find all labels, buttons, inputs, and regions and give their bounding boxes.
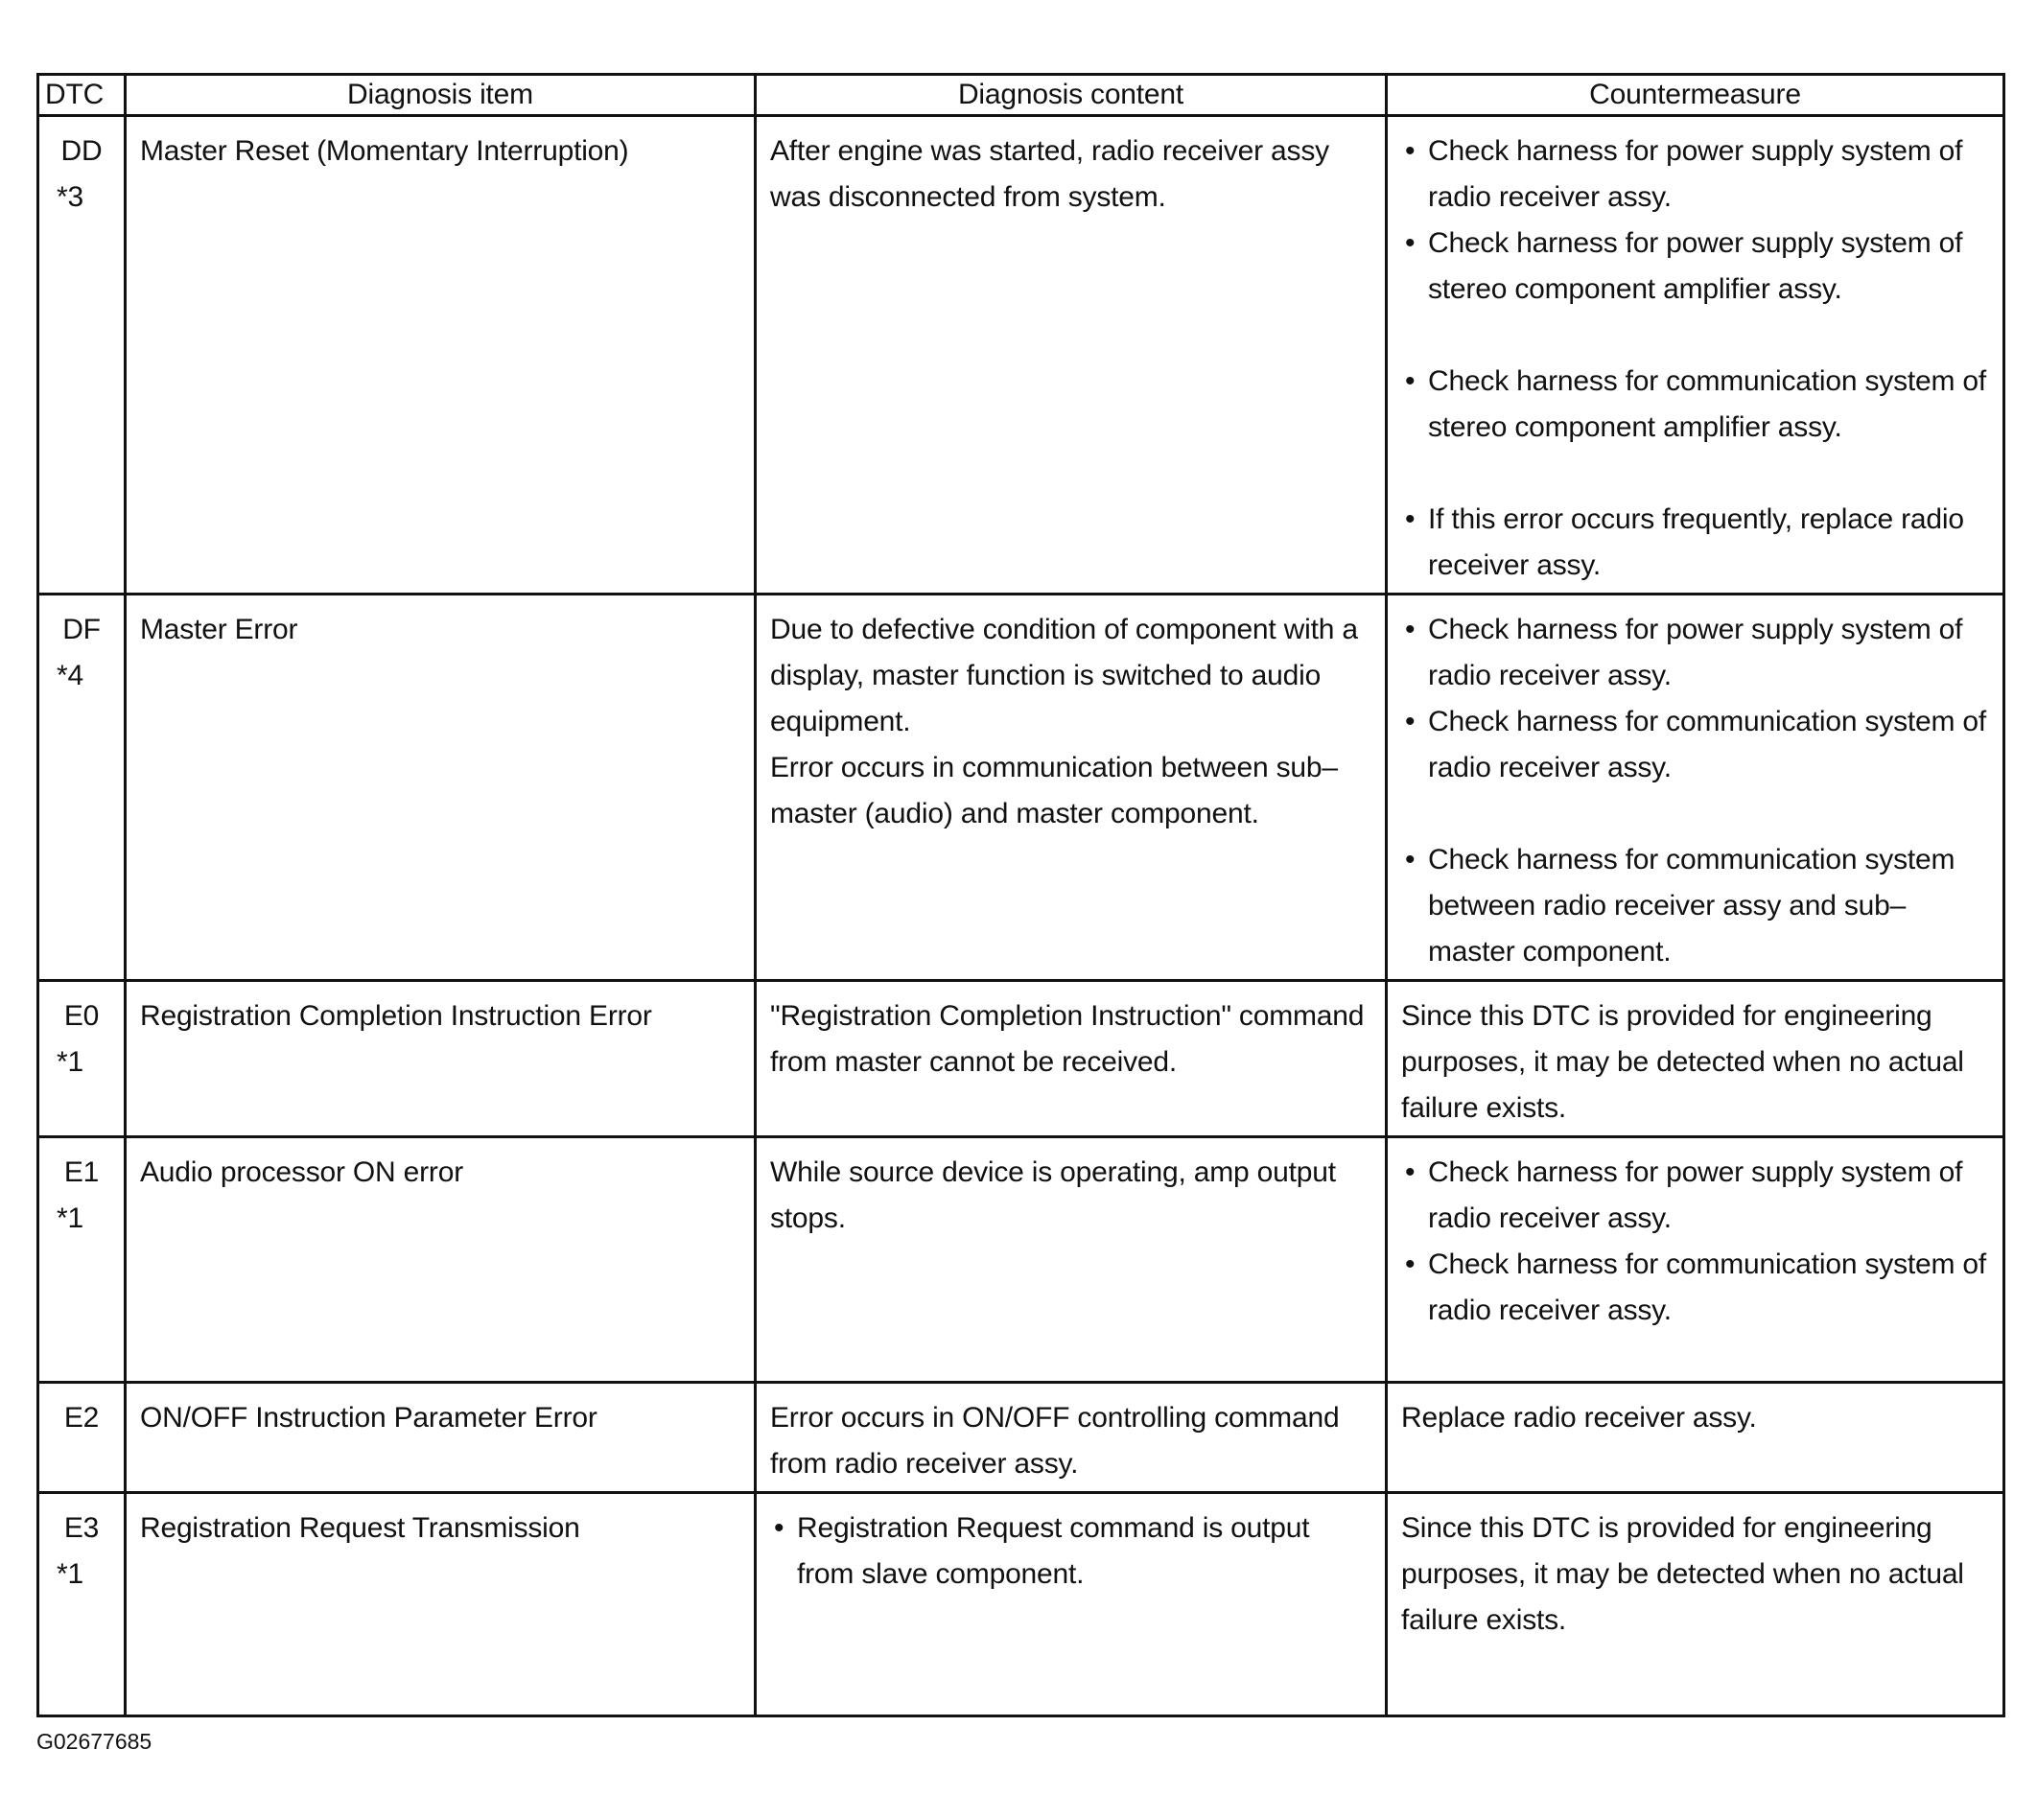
dtc-note: *1 (57, 1202, 83, 1234)
countermeasure-list (1401, 128, 1989, 589)
countermeasure-item: • Check harness for power supply system of radio receiver assy. (1401, 607, 1989, 699)
dtc-note: *1 (57, 1558, 83, 1590)
content-line: Due to defective condition of component with a display, master function is switched to audio equipment. (770, 614, 1358, 737)
dtc-code: E3 (63, 1512, 100, 1544)
dtc-code: E0 (63, 1000, 100, 1032)
countermeasure-item: • Check harness for communication system of radio receiver assy. (1401, 1242, 1989, 1334)
diagnosis-content (756, 1383, 1387, 1493)
dtc-code: DF (62, 614, 101, 645)
content-line: After engine was started, radio receiver assy was disconnected from system. (770, 135, 1329, 213)
dtc-cell (38, 116, 126, 595)
countermeasure: Replace radio receiver assy. (1387, 1383, 2004, 1493)
dtc-cell (38, 595, 126, 981)
dtc-note: *3 (57, 181, 83, 213)
countermeasure-item: • Check harness for communication system of radio receiver assy. (1401, 699, 1989, 791)
dtc-code: E2 (63, 1402, 100, 1434)
countermeasure (1387, 1137, 2004, 1383)
diagnosis-item: ON/OFF Instruction Parameter Error (126, 1383, 756, 1493)
countermeasure-list (1401, 1150, 1989, 1334)
diagnosis-content (756, 1137, 1387, 1383)
header-diagnosis-item: Diagnosis item (126, 75, 756, 116)
table-row (38, 981, 2004, 1137)
dtc-table (36, 73, 2005, 1717)
dtc-cell (38, 981, 126, 1137)
diagnosis-content (756, 595, 1387, 981)
table-row (38, 1137, 2004, 1383)
countermeasure-item: • Check harness for power supply system of radio receiver assy. (1401, 1150, 1989, 1242)
dtc-code: E1 (63, 1156, 100, 1188)
table-header-row (38, 75, 2004, 116)
dtc-cell (38, 1137, 126, 1383)
dtc-code: DD (60, 135, 103, 167)
content-line: "Registration Completion Instruction" command from master cannot be received. (770, 1000, 1365, 1078)
dtc-note: *4 (57, 660, 83, 691)
countermeasure-item: • If this error occurs frequently, replace radio receiver assy. (1401, 497, 1989, 589)
countermeasure-item: • Check harness for communication system between radio receiver assy and sub–master component. (1401, 837, 1989, 975)
diagnosis-content (756, 981, 1387, 1137)
countermeasure (1387, 116, 2004, 595)
content-line: Error occurs in ON/OFF controlling command from radio receiver assy. (770, 1402, 1340, 1480)
table-row (38, 595, 2004, 981)
countermeasure-item: • Check harness for power supply system of radio receiver assy. (1401, 128, 1989, 221)
content-bullet-item: • Registration Request command is output from slave component. (770, 1505, 1371, 1598)
countermeasure (1387, 595, 2004, 981)
dtc-cell (38, 1383, 126, 1493)
diagnosis-item: Registration Completion Instruction Error (126, 981, 756, 1137)
content-line: While source device is operating, amp output stops. (770, 1156, 1336, 1234)
countermeasure: Since this DTC is provided for engineering purposes, it may be detected when no actual failure exists. (1387, 981, 2004, 1137)
countermeasure-item: • Check harness for communication system of stereo component amplifier assy. (1401, 359, 1989, 451)
diagnosis-item: Registration Request Transmission (126, 1493, 756, 1716)
header-diagnosis-content: Diagnosis content (756, 75, 1387, 116)
figure-id: G02677685 (36, 1729, 152, 1754)
dtc-cell (38, 1493, 126, 1716)
diagnosis-item: Master Error (126, 595, 756, 981)
diagnosis-item: Master Reset (Momentary Interruption) (126, 116, 756, 595)
content-line: Error occurs in communication between sub–master (audio) and master component. (770, 752, 1338, 829)
diagnosis-content (756, 116, 1387, 595)
countermeasure-item: • Check harness for power supply system of stereo component amplifier assy. (1401, 221, 1989, 313)
content-bullet-list (770, 1505, 1371, 1598)
table-row (38, 116, 2004, 595)
dtc-note: *1 (57, 1046, 83, 1078)
table-row (38, 1493, 2004, 1716)
header-countermeasure: Countermeasure (1387, 75, 2004, 116)
table-row (38, 1383, 2004, 1493)
countermeasure: Since this DTC is provided for engineering purposes, it may be detected when no actual failure exists. (1387, 1493, 2004, 1716)
diagnosis-content (756, 1493, 1387, 1716)
diagnosis-item: Audio processor ON error (126, 1137, 756, 1383)
countermeasure-list (1401, 607, 1989, 975)
header-dtc: DTC (38, 75, 126, 116)
